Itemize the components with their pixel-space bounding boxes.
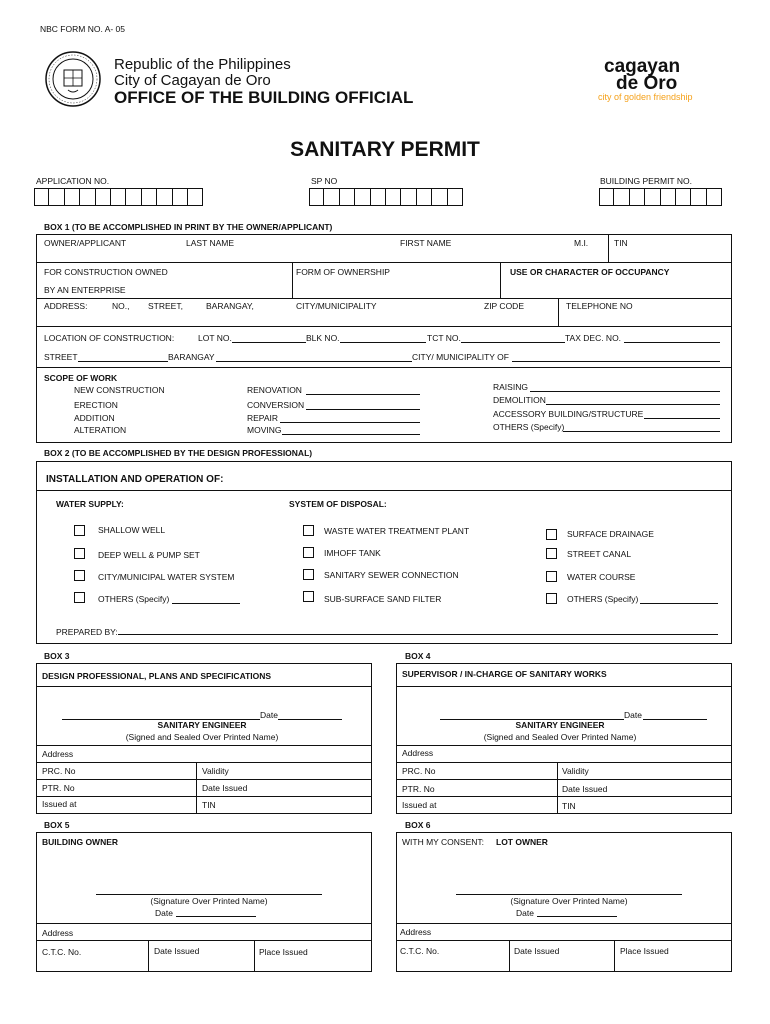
- header-city: City of Cagayan de Oro: [114, 72, 271, 89]
- box4-date-field[interactable]: [643, 710, 707, 720]
- city-seal-icon: [44, 50, 102, 108]
- box3-date-label: Date: [260, 710, 278, 720]
- scope-of-work-title: SCOPE OF WORK: [44, 373, 118, 383]
- demolition-field[interactable]: [546, 395, 720, 405]
- box3-date-issued-label: Date Issued: [202, 783, 248, 793]
- address-city-label: CITY/MUNICIPALITY: [296, 301, 377, 311]
- box5-signature-line[interactable]: [96, 894, 322, 895]
- application-no-label: APPLICATION NO.: [36, 176, 110, 186]
- cagayan-de-oro-logo: [598, 58, 708, 110]
- waste-water-checkbox[interactable]: [303, 525, 314, 536]
- box5-date-label: Date: [155, 908, 173, 918]
- scope-accessory: ACCESSORY BUILDING/STRUCTURE: [493, 409, 644, 419]
- scope-renovation: RENOVATION: [247, 385, 302, 395]
- scope-conversion: CONVERSION: [247, 400, 305, 410]
- box6-date-issued-label: Date Issued: [514, 946, 560, 956]
- tin-label: TIN: [614, 238, 628, 248]
- page-title: SANITARY PERMIT: [290, 138, 480, 161]
- by-enterprise-label: BY AN ENTERPRISE: [44, 285, 126, 295]
- box5-signature-note: (Signature Over Printed Name): [150, 896, 268, 906]
- building-permit-no-cells[interactable]: [599, 188, 722, 206]
- address-street-label: STREET,: [148, 301, 183, 311]
- scope-new-construction: NEW CONSTRUCTION: [74, 385, 165, 395]
- box3-issued-at-label: Issued at: [42, 799, 77, 809]
- shallow-well-checkbox[interactable]: [74, 525, 85, 536]
- city-of-field[interactable]: [512, 352, 720, 362]
- water-others-checkbox[interactable]: [74, 592, 85, 603]
- box5-title: BUILDING OWNER: [42, 837, 119, 847]
- use-character-label: USE OR CHARACTER OF OCCUPANCY: [510, 267, 670, 277]
- logo-word-deoro: de Oro: [616, 73, 678, 94]
- disposal-title: SYSTEM OF DISPOSAL:: [289, 499, 387, 509]
- box6-date-label: Date: [516, 908, 534, 918]
- imhoff-tank-label: IMHOFF TANK: [324, 548, 381, 558]
- blk-no-field[interactable]: [340, 333, 426, 343]
- water-others-label: OTHERS (Specify): [98, 594, 170, 604]
- box4-signed-note: (Signed and Sealed Over Printed Name): [483, 732, 637, 742]
- box6-place-issued-label: Place Issued: [620, 946, 669, 956]
- disposal-others-label: OTHERS (Specify): [567, 594, 639, 604]
- city-water-label: CITY/MUNICIPAL WATER SYSTEM: [98, 572, 235, 582]
- box6-lot-owner-label: LOT OWNER: [496, 837, 548, 847]
- box1-title: BOX 1 (TO BE ACCOMPLISHED IN PRINT BY THE OWNER/APPLICANT): [44, 222, 333, 232]
- box4-title: SUPERVISOR / IN-CHARGE OF SANITARY WORKS: [402, 669, 607, 679]
- installation-title: INSTALLATION AND OPERATION OF:: [46, 474, 224, 485]
- box3-role: SANITARY ENGINEER: [157, 720, 247, 730]
- blk-no-label: BLK NO.: [306, 333, 340, 343]
- deep-well-label: DEEP WELL & PUMP SET: [98, 550, 200, 560]
- tct-no-label: TCT NO.: [427, 333, 461, 343]
- tax-dec-field[interactable]: [624, 333, 720, 343]
- box4-validity-label: Validity: [562, 766, 589, 776]
- box6-address-label: Address: [400, 927, 432, 937]
- address-label: ADDRESS:: [44, 301, 88, 311]
- box5-place-issued-label: Place Issued: [259, 947, 308, 957]
- sewer-connection-label: SANITARY SEWER CONNECTION: [324, 570, 459, 580]
- box4-date-label: Date: [624, 710, 642, 720]
- building-permit-no-label: BUILDING PERMIT NO.: [600, 176, 692, 186]
- box3-date-field[interactable]: [278, 710, 342, 720]
- box5-date-field[interactable]: [176, 907, 256, 917]
- box6-label: BOX 6: [405, 820, 431, 830]
- street-label: STREET: [44, 352, 78, 362]
- application-no-cells[interactable]: [34, 188, 203, 206]
- scope-erection: ERECTION: [74, 400, 118, 410]
- prepared-by-label: PREPARED BY:: [56, 627, 118, 637]
- water-course-checkbox[interactable]: [546, 571, 557, 582]
- first-name-label: FIRST NAME: [400, 238, 452, 248]
- street-canal-checkbox[interactable]: [546, 548, 557, 559]
- box4-prc-label: PRC. No: [402, 766, 436, 776]
- logo-tagline: city of golden friendship: [598, 92, 693, 102]
- disposal-others-checkbox[interactable]: [546, 593, 557, 604]
- water-others-field[interactable]: [172, 594, 240, 604]
- box3-title: DESIGN PROFESSIONAL, PLANS AND SPECIFICATIONS: [42, 671, 272, 681]
- box3-validity-label: Validity: [202, 766, 229, 776]
- barangay-label: BARANGAY: [168, 352, 215, 362]
- box4-date-issued-label: Date Issued: [562, 784, 608, 794]
- scope-raising: RAISING: [493, 382, 528, 392]
- box3-ptr-label: PTR. No: [42, 783, 75, 793]
- deep-well-checkbox[interactable]: [74, 548, 85, 559]
- box6-ctc-label: C.T.C. No.: [400, 946, 440, 956]
- shallow-well-label: SHALLOW WELL: [98, 525, 166, 535]
- city-water-checkbox[interactable]: [74, 570, 85, 581]
- street-canal-label: STREET CANAL: [567, 549, 632, 559]
- scope-demolition: DEMOLITION: [493, 395, 546, 405]
- box6-signature-note: (Signature Over Printed Name): [510, 896, 628, 906]
- tct-no-field[interactable]: [461, 333, 565, 343]
- surface-drainage-checkbox[interactable]: [546, 529, 557, 540]
- surface-drainage-label: SURFACE DRAINAGE: [567, 529, 654, 539]
- lot-no-field[interactable]: [232, 333, 306, 343]
- address-no-label: NO.,: [112, 301, 130, 311]
- box6-consent-label: WITH MY CONSENT:: [402, 837, 485, 847]
- imhoff-tank-checkbox[interactable]: [303, 547, 314, 558]
- box2-title: BOX 2 (TO BE ACCOMPLISHED BY THE DESIGN PROFESSIONAL): [44, 448, 313, 458]
- tax-dec-label: TAX DEC. NO.: [565, 333, 622, 343]
- sp-no-label: SP NO: [311, 176, 338, 186]
- box3-prc-label: PRC. No: [42, 766, 76, 776]
- last-name-label: LAST NAME: [186, 238, 235, 248]
- street-field[interactable]: [78, 352, 168, 362]
- sand-filter-checkbox[interactable]: [303, 591, 314, 602]
- box3-signed-note: (Signed and Sealed Over Printed Name): [125, 732, 279, 742]
- address-barangay-label: BARANGAY,: [206, 301, 254, 311]
- box5-date-issued-label: Date Issued: [154, 946, 200, 956]
- box4-ptr-label: PTR. No: [402, 784, 435, 794]
- raising-field[interactable]: [530, 382, 720, 392]
- moving-field[interactable]: [282, 425, 420, 435]
- box3-label: BOX 3: [44, 651, 70, 661]
- box5-address-label: Address: [42, 928, 74, 938]
- location-label: LOCATION OF CONSTRUCTION:: [44, 333, 175, 343]
- owner-applicant-label: OWNER/APPLICANT: [44, 238, 127, 248]
- box4-signature-field[interactable]: [440, 710, 624, 720]
- barangay-field[interactable]: [216, 352, 412, 362]
- lot-no-label: LOT NO.: [198, 333, 232, 343]
- box6-date-field[interactable]: [537, 907, 617, 917]
- sand-filter-label: SUB-SURFACE SAND FILTER: [324, 594, 442, 604]
- scope-alteration: ALTERATION: [74, 425, 127, 435]
- accessory-field[interactable]: [644, 409, 720, 419]
- repair-field[interactable]: [280, 413, 420, 423]
- scope-addition: ADDITION: [74, 413, 115, 423]
- logo-word-cagayan: cagayan: [604, 56, 681, 77]
- box4-tin-label: TIN: [562, 801, 576, 811]
- box3-tin-label: TIN: [202, 800, 216, 810]
- mi-label: M.I.: [574, 238, 589, 248]
- scope-others-field[interactable]: [563, 422, 720, 432]
- sp-no-cells[interactable]: [309, 188, 463, 206]
- header-republic: Republic of the Philippines: [114, 56, 291, 73]
- header-office: OFFICE OF THE BUILDING OFFICIAL: [114, 88, 414, 107]
- city-of-label: CITY/ MUNICIPALITY OF: [412, 352, 509, 362]
- disposal-others-field[interactable]: [640, 594, 718, 604]
- scope-moving: MOVING: [247, 425, 282, 435]
- for-construction-label: FOR CONSTRUCTION OWNED: [44, 267, 168, 277]
- prepared-by-field[interactable]: [118, 625, 718, 635]
- box5-ctc-label: C.T.C. No.: [42, 947, 82, 957]
- conversion-field[interactable]: [306, 400, 420, 410]
- box5-label: BOX 5: [44, 820, 70, 830]
- sewer-connection-checkbox[interactable]: [303, 569, 314, 580]
- water-supply-title: WATER SUPPLY:: [56, 499, 124, 509]
- box3-address-label: Address: [42, 749, 74, 759]
- box4-issued-at-label: Issued at: [402, 800, 437, 810]
- water-course-label: WATER COURSE: [567, 572, 636, 582]
- box6-signature-line[interactable]: [456, 894, 682, 895]
- zip-code-label: ZIP CODE: [484, 301, 524, 311]
- telephone-label: TELEPHONE NO: [566, 301, 633, 311]
- box4-address-label: Address: [402, 748, 434, 758]
- box4-role: SANITARY ENGINEER: [515, 720, 605, 730]
- scope-repair: REPAIR: [247, 413, 279, 423]
- waste-water-label: WASTE WATER TREATMENT PLANT: [324, 526, 470, 536]
- renovation-field[interactable]: [306, 385, 420, 395]
- scope-others: OTHERS (Specify): [493, 422, 565, 432]
- form-number: NBC FORM NO. A- 05: [40, 24, 126, 34]
- form-ownership-label: FORM OF OWNERSHIP: [296, 267, 390, 277]
- box3-signature-field[interactable]: [62, 710, 260, 720]
- box4-label: BOX 4: [405, 651, 431, 661]
